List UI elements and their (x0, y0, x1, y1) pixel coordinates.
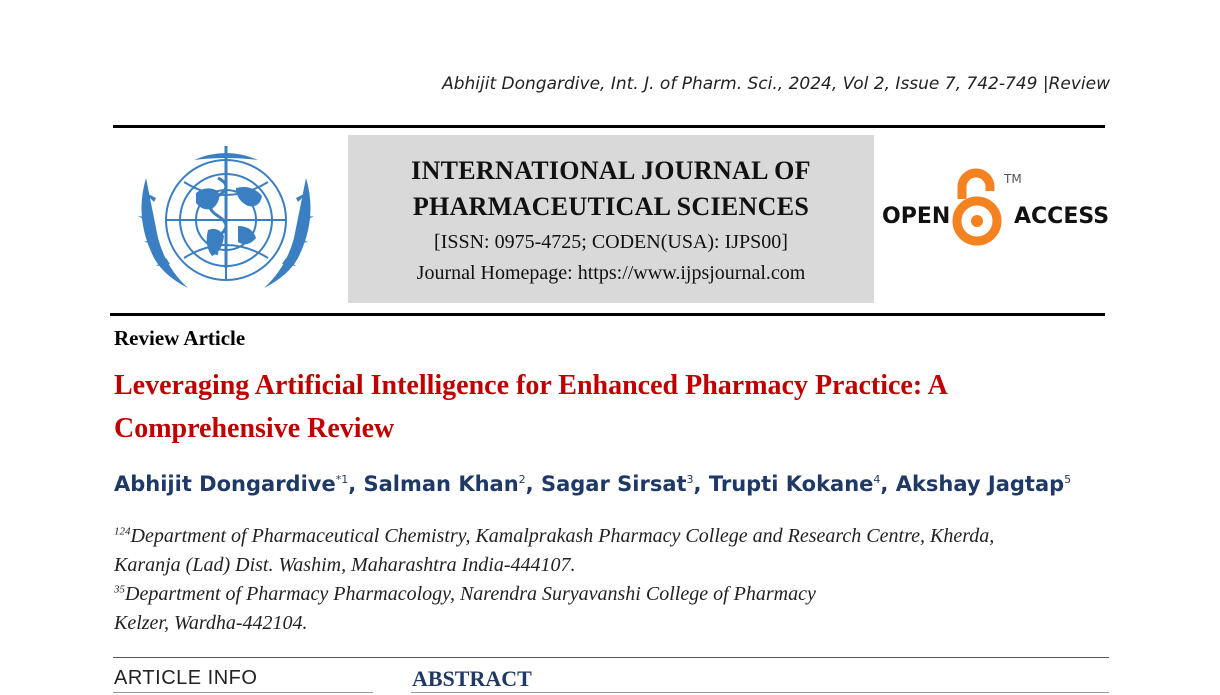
article-info-heading: ARTICLE INFO (114, 667, 258, 689)
affiliation-line: Kelzer, Wardha-442104. (114, 612, 308, 634)
header-top-rule (113, 125, 1105, 128)
section-divider (113, 657, 1109, 658)
author-name: Salman Khan (363, 472, 519, 496)
journal-title: INTERNATIONAL JOURNAL OF PHARMACEUTICAL SCIENCES (411, 156, 811, 221)
affiliation-line: $^{124}$Department of Pharmaceutical Chemistry, Kamalprakash Pharmacy College and Research Centre, Kherda, (114, 525, 995, 547)
running-header-citation: Abhijit Dongardive, Int. J. of Pharm. Sci., 2024, Vol 2, Issue 7, 742-749 |Review (442, 74, 1110, 94)
affiliation-line: Karanja (Lad) Dist. Washim, Maharashtra India-444107. (114, 554, 576, 576)
article-info-underline (113, 692, 373, 693)
article-type-label: Review Article (114, 326, 246, 350)
author-affil-mark: 4 (873, 473, 881, 486)
author-name: Trupti Kokane (708, 472, 874, 496)
author-affil-mark: 3 (686, 473, 694, 486)
affiliation-line: $^{35}$Department of Pharmacy Pharmacology, Narendra Suryavanshi College of Pharmacy (114, 583, 816, 605)
journal-masthead (348, 135, 874, 303)
author-affil-mark: 5 (1064, 473, 1072, 486)
who-emblem-logo (126, 138, 326, 306)
author-name: Sagar Sirsat (540, 472, 687, 496)
open-lock-icon (957, 173, 997, 241)
abstract-underline (411, 692, 1109, 693)
affiliations (114, 522, 1114, 638)
article-title: Leveraging Artificial Intelligence for Enhanced Pharmacy Practice: A Comprehensive Review (114, 370, 947, 444)
open-access-logo (880, 165, 1110, 255)
open-access-word-open: OPEN (882, 204, 951, 229)
author-name: Akshay Jagtap (895, 472, 1065, 496)
author-affil-mark: 2 (518, 473, 526, 486)
header-bottom-rule (110, 313, 1105, 316)
open-access-tm: TM (1004, 172, 1022, 186)
journal-homepage: Journal Homepage: https://www.ijpsjournal.com (416, 262, 806, 284)
journal-issn: [ISSN: 0975-4725; CODEN(USA): IJPS00] (434, 231, 788, 253)
open-access-word-access: ACCESS (1014, 204, 1110, 229)
author-affil-mark: *1 (335, 473, 349, 486)
author-list: Abhijit Dongardive$^{*1}$, Salman Khan$^2$, Sagar Sirsat$^3$, Trupti Kokane$^4$, Akshay Jagtap$^5$ (114, 472, 1072, 496)
abstract-heading: ABSTRACT (412, 666, 532, 691)
author-name: Abhijit Dongardive (114, 472, 336, 496)
